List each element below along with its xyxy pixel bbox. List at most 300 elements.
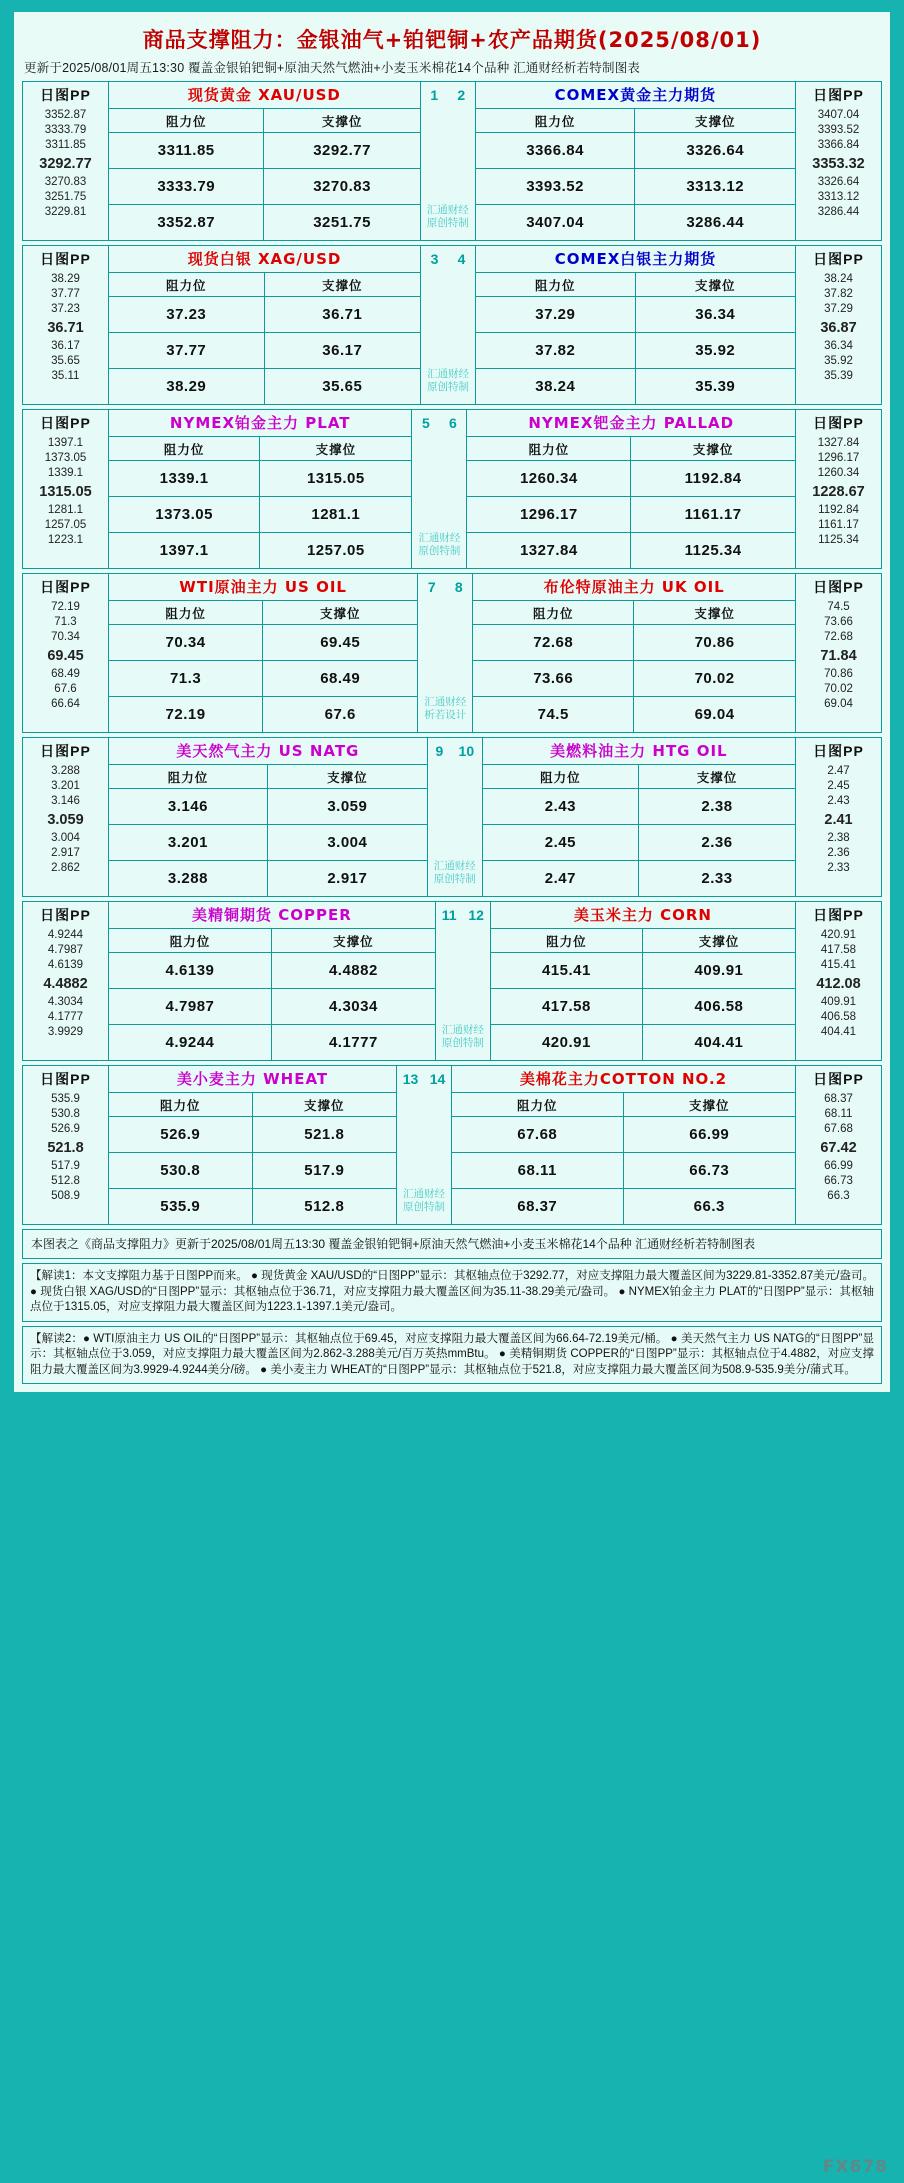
resistance-header: 阻力位 <box>109 929 272 952</box>
pp-value: 2.862 <box>51 862 80 875</box>
panel-right <box>491 902 795 1060</box>
level-row <box>109 169 420 205</box>
resistance-value: 1397.1 <box>109 533 260 568</box>
support-value: 35.65 <box>322 378 363 395</box>
levels-grid <box>452 1092 795 1224</box>
pp-value-list <box>796 272 881 387</box>
pp-column-left <box>23 82 109 240</box>
pp-value: 3352.87 <box>44 109 87 121</box>
support-value: 4.4882 <box>328 962 378 979</box>
support-value: 1125.34 <box>684 542 742 559</box>
pp-value: 409.91 <box>820 995 857 1008</box>
pp-header: 日图PP <box>813 743 864 759</box>
level-row <box>109 989 435 1025</box>
support-value: 69.04 <box>694 706 735 723</box>
pp-header: 日图PP <box>813 415 864 431</box>
pp-value: 526.9 <box>51 1123 80 1136</box>
pp-value-list <box>23 764 108 879</box>
pp-value: 71.3 <box>54 616 77 629</box>
marker-numbers <box>412 410 466 436</box>
page-subtitle: 更新于2025/08/01周五13:30 覆盖金银铂钯铜+原油天然气燃油+小麦玉米棉花14个品种 汇通财经析若特制图表 <box>24 61 641 75</box>
pp-column-right <box>795 82 881 240</box>
support-value: 3292.77 <box>313 142 371 159</box>
pp-value: 3229.81 <box>44 206 87 219</box>
level-row <box>109 861 427 896</box>
support-value: 69.45 <box>320 634 361 651</box>
level-row <box>109 369 420 404</box>
support-header: 支撑位 <box>692 442 734 457</box>
pp-value: 36.34 <box>824 339 853 352</box>
watermark-line-1: 汇通财经 <box>424 696 467 708</box>
watermark-corner: FX678 <box>822 2157 888 2177</box>
page-title: 商品支撑阻力：金银油气+铂钯铜+农产品期货(2025/08/01) <box>142 28 762 52</box>
pp-column-right <box>795 246 881 404</box>
pp-value: 3251.75 <box>44 190 87 203</box>
pp-value: 3.146 <box>51 795 80 808</box>
pp-value: 1397.1 <box>47 437 84 449</box>
watermark-line-1: 汇通财经 <box>433 860 476 872</box>
support-value: 35.92 <box>695 342 736 359</box>
pp-column-left <box>23 246 109 404</box>
resistance-value: 1339.1 <box>109 461 260 496</box>
panel-right <box>452 1066 795 1224</box>
marker-number-left: 7 <box>427 579 436 595</box>
grid-header-row <box>109 929 435 953</box>
resistance-header: 阻力位 <box>473 601 634 624</box>
pp-value: 412.08 <box>816 975 861 992</box>
pp-value: 70.86 <box>824 667 853 680</box>
marker-number-right: 12 <box>468 907 484 923</box>
marker-number-left: 9 <box>435 743 444 759</box>
panel-title: 美天然气主力 US NATG <box>176 742 360 760</box>
resistance-value: 37.29 <box>476 297 635 332</box>
level-row <box>109 133 420 169</box>
pp-header: 日图PP <box>40 1071 91 1087</box>
resistance-value: 2.43 <box>483 789 639 824</box>
watermark <box>436 1024 490 1050</box>
levels-grid <box>476 108 795 240</box>
level-row <box>483 789 795 825</box>
panel-title: 美燃料油主力 HTG OIL <box>550 742 728 760</box>
support-header: 支撑位 <box>695 278 736 293</box>
marker-column <box>435 902 491 1060</box>
levels-grid <box>109 272 420 404</box>
marker-numbers <box>436 902 490 928</box>
levels-grid <box>467 436 795 568</box>
panel-left <box>109 902 435 1060</box>
pp-value: 1315.05 <box>39 483 92 500</box>
level-row <box>491 953 795 989</box>
level-row <box>109 697 417 732</box>
pp-header: 日图PP <box>813 907 864 923</box>
resistance-value: 70.34 <box>109 625 263 660</box>
resistance-value: 74.5 <box>473 697 634 732</box>
level-row <box>491 989 795 1025</box>
level-row <box>109 1153 396 1189</box>
pp-value: 3366.84 <box>817 139 860 152</box>
support-value: 512.8 <box>304 1198 345 1215</box>
pp-value: 1260.34 <box>817 467 860 480</box>
marker-column <box>420 82 476 240</box>
support-value: 66.99 <box>689 1126 730 1143</box>
pp-value: 3.004 <box>51 831 80 844</box>
resistance-value: 3311.85 <box>109 133 264 168</box>
pp-value: 2.45 <box>827 780 850 793</box>
marker-number-right: 2 <box>457 87 466 103</box>
pp-value: 3.288 <box>51 765 80 777</box>
pp-value: 3.201 <box>51 780 80 793</box>
watermark-line-1: 汇通财经 <box>427 368 470 380</box>
pp-value: 2.33 <box>827 862 850 875</box>
pp-column-left <box>23 574 109 732</box>
pp-value: 72.68 <box>824 631 853 644</box>
watermark <box>412 532 466 558</box>
resistance-value: 71.3 <box>109 661 263 696</box>
level-row <box>452 1117 795 1153</box>
support-value: 1192.84 <box>684 470 742 487</box>
panel-right <box>476 82 795 240</box>
levels-grid <box>109 764 427 896</box>
pp-value: 1228.67 <box>812 483 865 500</box>
resistance-value: 37.77 <box>109 333 265 368</box>
pp-header: 日图PP <box>40 87 91 103</box>
pp-value: 512.8 <box>51 1174 80 1187</box>
watermark-line-1: 汇通财经 <box>418 532 461 544</box>
watermark-line-2: 原创特制 <box>418 545 461 557</box>
marker-number-right: 10 <box>458 743 475 759</box>
level-row <box>109 1117 396 1153</box>
support-value: 3270.83 <box>313 178 371 195</box>
pp-value: 38.29 <box>51 273 80 285</box>
grid-header-row <box>109 1093 396 1117</box>
resistance-value: 1373.05 <box>109 497 260 532</box>
support-value: 409.91 <box>694 962 744 979</box>
resistance-value: 530.8 <box>109 1153 253 1188</box>
pp-value: 406.58 <box>820 1010 857 1023</box>
level-row <box>476 205 795 240</box>
marker-number-right: 4 <box>457 251 466 267</box>
watermark-line-2: 原创特制 <box>403 1201 446 1213</box>
levels-grid <box>109 436 411 568</box>
instrument-block <box>22 409 882 569</box>
marker-column <box>417 574 473 732</box>
pp-value: 1373.05 <box>44 452 87 465</box>
pp-value-list <box>23 1092 108 1207</box>
panel-title: WTI原油主力 US OIL <box>179 578 347 596</box>
pp-value: 38.24 <box>824 273 853 285</box>
instrument-block <box>22 737 882 897</box>
pp-value: 3333.79 <box>44 124 87 137</box>
pp-value: 3353.32 <box>812 155 865 172</box>
level-row <box>476 369 795 404</box>
resistance-value: 37.82 <box>476 333 635 368</box>
pp-value: 74.5 <box>827 601 850 613</box>
panel-title: 美精铜期货 COPPER <box>192 906 352 924</box>
support-value: 68.49 <box>320 670 361 687</box>
pp-value: 70.34 <box>51 631 80 644</box>
level-row <box>467 533 795 568</box>
pp-value: 37.29 <box>824 303 853 316</box>
blocks-container <box>22 81 882 1225</box>
pp-value-list <box>796 108 881 223</box>
support-header: 支撑位 <box>304 1098 345 1113</box>
pp-value: 37.23 <box>51 303 80 316</box>
pp-value: 3292.77 <box>39 155 92 172</box>
marker-number-right: 6 <box>449 415 457 431</box>
instrument-block <box>22 901 882 1061</box>
pp-header: 日图PP <box>813 1071 864 1087</box>
resistance-value: 38.29 <box>109 369 265 404</box>
marker-column <box>427 738 483 896</box>
pp-value: 4.3034 <box>47 995 84 1008</box>
footer-summary: 本图表之《商品支撑阻力》更新于2025/08/01周五13:30 覆盖金银铂钯铜+原油天然气燃油+小麦玉米棉花14个品种 汇通财经析若特制图表 <box>22 1229 882 1259</box>
pp-value: 67.68 <box>824 1123 853 1136</box>
marker-number-right: 8 <box>454 579 463 595</box>
support-value: 1161.17 <box>684 506 742 523</box>
grid-header-row <box>109 765 427 789</box>
level-row <box>109 625 417 661</box>
levels-grid <box>491 928 795 1060</box>
marker-column <box>420 246 476 404</box>
resistance-value: 3333.79 <box>109 169 264 204</box>
levels-grid <box>109 600 417 732</box>
pp-value: 420.91 <box>820 929 857 941</box>
pp-value: 3326.64 <box>817 175 860 188</box>
level-row <box>476 297 795 333</box>
pp-value: 35.65 <box>51 354 80 367</box>
resistance-header: 阻力位 <box>109 601 263 624</box>
pp-column-right <box>795 410 881 568</box>
grid-header-row <box>473 601 795 625</box>
resistance-value: 1296.17 <box>467 497 631 532</box>
pp-value: 36.17 <box>51 339 80 352</box>
level-row <box>109 1025 435 1060</box>
panel-right <box>483 738 795 896</box>
support-value: 70.86 <box>694 634 735 651</box>
resistance-header: 阻力位 <box>109 109 264 132</box>
support-value: 3251.75 <box>313 214 371 231</box>
pp-value: 3407.04 <box>817 109 860 121</box>
support-value: 404.41 <box>694 1034 744 1051</box>
pp-value: 66.99 <box>824 1159 853 1172</box>
pp-value: 3286.44 <box>817 206 860 219</box>
resistance-value: 3.201 <box>109 825 268 860</box>
instrument-block <box>22 573 882 733</box>
pp-value: 68.37 <box>824 1093 853 1105</box>
footer-note-1: 【解读1：本文支撑阻力基于日图PP而来。 ● 现货黄金 XAU/USD的“日图PP”显示：其枢轴点位于3292.77，对应支撑阻力最大覆盖区间为3229.81-3352.87美元/盎司。 ● 现货白银 XAG/USD的“日图PP”显示：其枢轴点位于36.71，对应支撑阻力最大覆盖区间为35.11-38.29美元/盎司。 ● NYMEX铂金主力 PLAT的“日图PP”显示：其枢轴点位于1315.05，对应支撑阻力最大覆盖区间为1223.1-1397.1美元/盎司。 <box>22 1263 882 1322</box>
support-value: 1257.05 <box>306 542 365 559</box>
pp-header: 日图PP <box>813 87 864 103</box>
marker-numbers <box>397 1066 451 1092</box>
support-header: 支撑位 <box>694 606 735 621</box>
pp-value-list <box>796 928 881 1043</box>
pp-header: 日图PP <box>40 907 91 923</box>
resistance-value: 4.6139 <box>109 953 272 988</box>
support-header: 支撑位 <box>327 770 368 785</box>
marker-number-right: 14 <box>429 1071 446 1087</box>
levels-grid <box>483 764 795 896</box>
pp-value: 2.47 <box>827 765 850 777</box>
support-header: 支撑位 <box>322 278 363 293</box>
support-value: 3.059 <box>327 798 368 815</box>
level-row <box>452 1189 795 1224</box>
level-row <box>109 333 420 369</box>
grid-header-row <box>109 601 417 625</box>
pp-value-list <box>23 272 108 387</box>
level-row <box>109 533 411 568</box>
resistance-header: 阻力位 <box>476 109 636 132</box>
grid-header-row <box>452 1093 795 1117</box>
panel-title: 布伦特原油主力 UK OIL <box>543 578 725 596</box>
support-value: 406.58 <box>694 998 744 1015</box>
panel-title: 美棉花主力COTTON NO.2 <box>519 1070 728 1088</box>
pp-value: 35.39 <box>824 370 853 383</box>
support-value: 36.71 <box>322 306 363 323</box>
support-value: 2.38 <box>701 798 733 815</box>
panel-left <box>109 246 420 404</box>
level-row <box>109 661 417 697</box>
pp-column-right <box>795 902 881 1060</box>
pp-value-list <box>23 108 108 223</box>
support-value: 2.917 <box>327 870 368 887</box>
pp-value: 535.9 <box>51 1093 80 1105</box>
levels-grid <box>473 600 795 732</box>
levels-grid <box>109 928 435 1060</box>
pp-value: 67.6 <box>54 682 77 695</box>
support-value: 1315.05 <box>306 470 365 487</box>
support-value: 66.3 <box>693 1198 725 1215</box>
pp-value-list <box>796 1092 881 1207</box>
instrument-block <box>22 81 882 241</box>
support-value: 517.9 <box>304 1162 345 1179</box>
watermark-line-1: 汇通财经 <box>441 1024 484 1036</box>
support-value: 35.39 <box>695 378 736 395</box>
panel-title: COMEX黄金主力期货 <box>554 86 717 104</box>
panel-left <box>109 1066 396 1224</box>
watermark <box>397 1188 451 1214</box>
panel-left <box>109 82 420 240</box>
pp-column-left <box>23 1066 109 1224</box>
pp-column-left <box>23 738 109 896</box>
levels-grid <box>109 108 420 240</box>
pp-value: 521.8 <box>47 1139 84 1156</box>
resistance-value: 526.9 <box>109 1117 253 1152</box>
panel-title: COMEX白银主力期货 <box>554 250 717 268</box>
support-header: 支撑位 <box>333 934 374 949</box>
pp-value-list <box>796 764 881 879</box>
levels-grid <box>476 272 795 404</box>
level-row <box>109 205 420 240</box>
pp-value: 1257.05 <box>44 518 87 531</box>
pp-value: 2.38 <box>827 831 850 844</box>
pp-value: 3393.52 <box>817 124 860 137</box>
support-value: 2.36 <box>701 834 733 851</box>
marker-numbers <box>421 82 475 108</box>
marker-number-left: 13 <box>402 1071 419 1087</box>
pp-column-right <box>795 738 881 896</box>
pp-value: 404.41 <box>820 1026 857 1039</box>
pp-value-list <box>23 928 108 1043</box>
pp-value: 66.64 <box>51 698 80 711</box>
resistance-value: 3.288 <box>109 861 268 896</box>
resistance-header: 阻力位 <box>483 765 639 788</box>
levels-grid <box>109 1092 396 1224</box>
resistance-value: 4.9244 <box>109 1025 272 1060</box>
pp-value: 4.6139 <box>47 959 84 972</box>
pp-value: 1192.84 <box>818 503 859 516</box>
grid-header-row <box>467 437 795 461</box>
grid-header-row <box>476 109 795 133</box>
marker-number-left: 5 <box>422 415 430 431</box>
pp-value: 35.11 <box>51 370 80 383</box>
pp-value: 3313.12 <box>817 190 860 203</box>
pp-value: 1161.17 <box>818 518 859 531</box>
resistance-value: 4.7987 <box>109 989 272 1024</box>
marker-number-left: 3 <box>430 251 439 267</box>
resistance-header: 阻力位 <box>109 437 260 460</box>
watermark-line-2: 原创特制 <box>426 217 469 229</box>
resistance-value: 38.24 <box>476 369 635 404</box>
level-row <box>109 461 411 497</box>
support-header: 支撑位 <box>319 606 361 621</box>
pp-value: 4.7987 <box>47 944 84 957</box>
level-row <box>491 1025 795 1060</box>
level-row <box>109 789 427 825</box>
pp-value: 37.82 <box>824 288 853 301</box>
support-value: 4.3034 <box>328 998 378 1015</box>
pp-value-list <box>796 600 881 715</box>
resistance-header: 阻力位 <box>109 1093 253 1116</box>
marker-numbers <box>428 738 482 764</box>
support-value: 3.004 <box>327 834 368 851</box>
grid-header-row <box>109 437 411 461</box>
pp-value-list <box>23 436 108 551</box>
pp-column-left <box>23 410 109 568</box>
level-row <box>109 497 411 533</box>
pp-value: 66.3 <box>827 1190 850 1203</box>
pp-value: 2.917 <box>51 846 80 859</box>
resistance-header: 阻力位 <box>452 1093 624 1116</box>
resistance-value: 1260.34 <box>467 461 631 496</box>
resistance-value: 37.23 <box>109 297 265 332</box>
pp-value: 66.73 <box>824 1174 853 1187</box>
resistance-value: 3352.87 <box>109 205 264 240</box>
support-header: 支撑位 <box>698 934 740 949</box>
level-row <box>483 861 795 896</box>
watermark-line-2: 原创特制 <box>427 381 470 393</box>
watermark-line-2: 原创特制 <box>441 1037 484 1049</box>
pp-value: 4.1777 <box>47 1010 84 1023</box>
level-row <box>109 297 420 333</box>
panel-right <box>476 246 795 404</box>
resistance-value: 68.37 <box>452 1189 624 1224</box>
pp-value: 3.9929 <box>47 1026 84 1039</box>
support-header: 支撑位 <box>689 1098 730 1113</box>
level-row <box>476 169 795 205</box>
pp-value: 36.87 <box>820 319 857 336</box>
resistance-header: 阻力位 <box>491 929 643 952</box>
resistance-value: 420.91 <box>491 1025 643 1060</box>
panel-title: 美玉米主力 CORN <box>573 906 712 924</box>
level-row <box>467 461 795 497</box>
support-value: 1281.1 <box>311 506 361 523</box>
grid-header-row <box>483 765 795 789</box>
pp-value: 3270.83 <box>44 175 87 188</box>
pp-header: 日图PP <box>40 415 91 431</box>
support-value: 66.73 <box>689 1162 730 1179</box>
resistance-value: 535.9 <box>109 1189 253 1224</box>
pp-value: 70.02 <box>824 682 853 695</box>
